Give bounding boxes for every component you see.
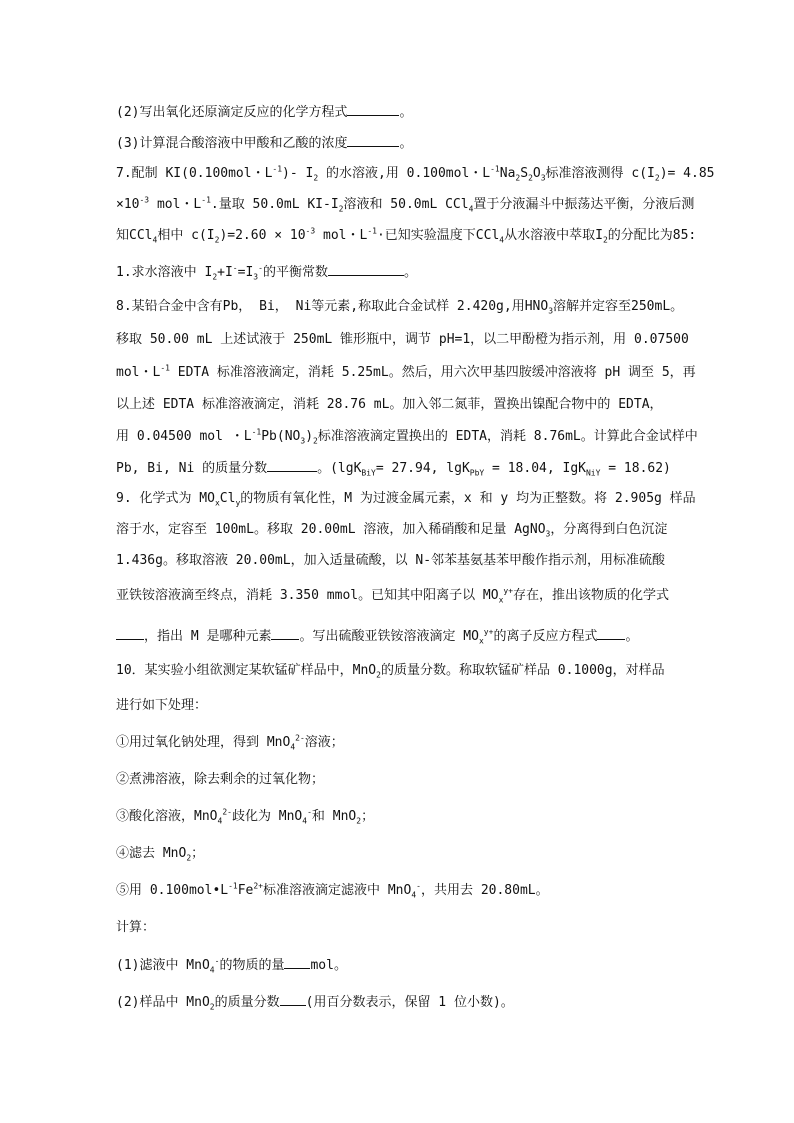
- question-8-line-4: 以上述 EDTA 标准溶液滴定，消耗 28.76 mL。加入邻二氮菲，置换出镍配合物中的 EDTA，: [116, 397, 663, 412]
- step-1: ①用过氧化钠处理，得到 MnO$_4^{2-}$溶液；: [116, 733, 344, 752]
- calculate-label: 计算：: [116, 920, 156, 935]
- question-9-line-3: 1.436g。移取溶液 20.00mL，加入适量硫酸，以 N-邻苯基氨基苯甲酸作指示剂，用标准硫酸: [116, 553, 666, 568]
- answer-blank: [280, 993, 306, 1006]
- question-10-part-1: (1)滤液中 MnO$_4$-的物质的量 mol。: [116, 956, 347, 975]
- question-9-line-1: 9. 化学式为 $MO_xCl_y$的物质有氧化性，M 为过渡金属元素，x 和 y 均为正整数。将 2.905g 样品: [116, 491, 696, 508]
- step-5: ⑤用 $0.100mol•L^{-1}Fe^{2+}$标准溶液滴定滤液中 MnO$_4$-，共用去 20.80mL。: [116, 881, 549, 900]
- question-9-line-2: 溶于水，定容至 100mL。移取 20.00mL 溶液，加入稀硝酸和足量 AgNO$_3$，分离得到白色沉淀: [116, 522, 668, 539]
- answer-blank: [271, 627, 299, 640]
- step-2: ②煮沸溶液，除去剩余的过氧化物；: [116, 772, 325, 787]
- answer-blank: [597, 627, 625, 640]
- question-7-line-4: 1.求水溶液中 $I_2+I^-=I_3^-$的平衡常数 。: [116, 263, 417, 282]
- question-10-line-1: 10．某实验小组欲测定某软锰矿样品中，MnO$_2$的质量分数。称取软锰矿样品 0.1000g，对样品: [116, 663, 665, 680]
- question-7-line-1: 7.配制 KI(0.100mol・$L^{-1})-$ $I_2$ 的水溶液,用 0.100mol・$L^{-1}Na_2S_2O_3$标准溶液测得 $c(I_2)= 4.85$: [116, 164, 715, 183]
- question-8-line-1: 8.某铅合金中含有Pb， Bi， Ni等元素,称取此合金试样 2.420g,用$HNO_3$溶解并定容至250mL。: [116, 299, 684, 316]
- question-8-line-6: Pb, Bi, Ni 的质量分数 。(lgK$_{BiY}$= 27.94, lgK$_{PbY}$ = 18.04, IgK$_{NiY}$ = 18.62): [116, 461, 671, 478]
- question-8-line-5: 用 0.04500 mol ・$L^{-1}Pb(NO_3)_2$标准溶液滴定置换出的 EDTA，消耗 8.76mL。计算此合金试样中: [116, 427, 698, 446]
- answer-blank: [267, 459, 317, 472]
- answer-blank: [347, 103, 399, 116]
- answer-blank: [328, 263, 404, 276]
- answer-blank: [347, 134, 399, 147]
- answer-blank: [284, 956, 310, 969]
- question-8-line-2: 移取 50.00 mL 上述试液于 250mL 锥形瓶中，调节 pH=1，以二甲酚橙为指示剂，用 0.07500: [116, 332, 689, 347]
- step-3: ③酸化溶液，MnO$_4^{2-}$歧化为 MnO$_4$-和 MnO$_2$；: [116, 807, 375, 826]
- question-10-line-2: 进行如下处理：: [116, 698, 208, 713]
- question-7-line-3: 知CCl$_4$相中 $c(I_2)=2.60 \times 10^{-3}$ mol・$L^{-1}\cdot$已知实验温度下CCl$_4$从水溶液中萃取$I_2$的分配比为85:: [116, 226, 697, 245]
- answer-blank: [116, 627, 144, 640]
- question-10-part-2: (2)样品中 MnO$_2$的质量分数 (用百分数表示，保留 1 位小数)。: [116, 995, 514, 1012]
- step-4: ④滤去 MnO$_2$；: [116, 846, 205, 863]
- question-6-part-3: (3)计算混合酸溶液中甲酸和乙酸的浓度 。: [116, 136, 413, 151]
- question-8-line-3: mol・$L^{-1}$ EDTA 标准溶液滴定，消耗 5.25mL。然后，用六次甲基四胺缓冲溶液将 pH 调至 5，再: [116, 363, 696, 380]
- question-9-line-4: 亚铁铵溶液滴至终点，消耗 3.350 mmol。已知其中阳离子以 $MO_x^{y+}$存在，推出该物质的化学式: [116, 586, 670, 605]
- question-7-line-2: $\times 10^{-3}$ mol・$L^{-1}$.量取 50.0mL $KI-I_2$溶液和 50.0mL CCl$_4$置于分液漏斗中振荡达平衡，分液后测: [116, 195, 695, 214]
- question-9-line-5: ，指出 M 是哪种元素 。写出硫酸亚铁铵溶液滴定 $MO_x^{y+}$的离子反应方程式 。: [116, 627, 696, 646]
- question-6-part-2: (2)写出氧化还原滴定反应的化学方程式 。: [116, 105, 413, 120]
